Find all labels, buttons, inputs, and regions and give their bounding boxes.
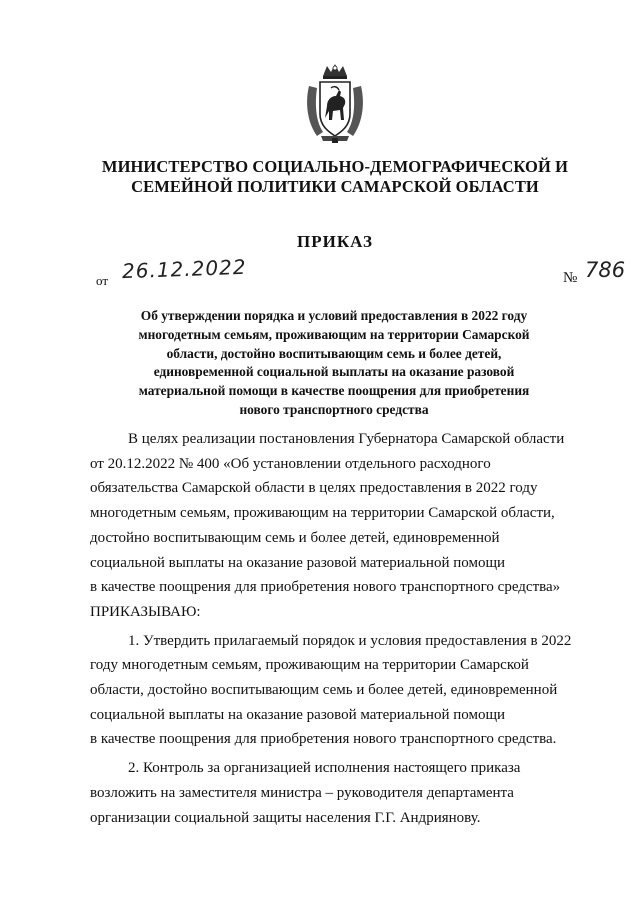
body-line: возложить на заместителя министра – руководителя департамента (90, 784, 514, 801)
body-line: году многодетным семьям, проживающим на территории Самарской (90, 657, 529, 674)
body-line: достойно воспитывающим семь и более детей, единовременной (90, 529, 500, 546)
order-subject (100, 307, 568, 420)
order-title: ПРИКАЗ (297, 232, 373, 251)
date-prefix: от (96, 273, 109, 288)
order-number-handwritten: 786 (585, 258, 626, 282)
subject-line: многодетным семьям, проживающим на территории Самарской (138, 326, 530, 342)
subject-line: материальной помощи в качестве поощрения для приобретения (138, 383, 530, 399)
body-line: от 20.12.2022 № 400 «Об установлении отдельного расходного (90, 455, 491, 472)
number-sign: № (563, 270, 578, 286)
body-line: В целях реализации постановления Губернатора Самарской области (128, 431, 565, 447)
body-line: в качестве поощрения для приобретения нового транспортного средства» (90, 579, 561, 596)
subject-line: единовременной социальной выплаты на оказание разовой (153, 364, 515, 380)
item-2-paragraph (90, 756, 580, 830)
item-1-paragraph (90, 629, 580, 753)
body-line: обязательства Самарской области в целях предоставления в 2022 году (90, 480, 538, 497)
order-date-number-row (96, 255, 636, 295)
order-body (90, 427, 580, 830)
body-line: социальной выплаты на оказание разовой материальной помощи (90, 554, 506, 571)
body-line: 1. Утвердить прилагаемый порядок и условия предоставления в 2022 (128, 632, 572, 649)
prikazyvayu-word: ПРИКАЗЫВАЮ: (90, 603, 201, 620)
order-date-handwritten: 26.12.2022 (121, 254, 247, 284)
body-line: социальной выплаты на оказание разовой материальной помощи (90, 706, 506, 723)
subject-line: Об утверждении порядка и условий предоставления в 2022 году (140, 308, 528, 323)
body-line: области, достойно воспитывающим семь и более детей, единовременной (90, 682, 558, 699)
ministry-name-line: МИНИСТЕРСТВО СОЦИАЛЬНО-ДЕМОГРАФИЧЕСКОЙ И (101, 157, 569, 176)
ministry-name (60, 157, 610, 197)
subject-line: нового транспортного средства (239, 401, 429, 417)
ministry-name-line: СЕМЕЙНОЙ ПОЛИТИКИ САМАРСКОЙ ОБЛАСТИ (131, 177, 539, 196)
body-line: многодетным семьям, проживающим на территории Самарской области, (90, 505, 555, 522)
samara-coat-of-arms-emblem (303, 62, 367, 144)
body-line: организации социальной защиты населения Г.Г. Андриянову. (90, 809, 481, 826)
body-line: 2. Контроль за организацией исполнения настоящего приказа (128, 760, 521, 777)
preamble-paragraph (90, 427, 580, 625)
body-line: в качестве поощрения для приобретения нового транспортного средства. (90, 731, 557, 748)
subject-line: области, достойно воспитывающим семь и более детей, (166, 345, 502, 361)
